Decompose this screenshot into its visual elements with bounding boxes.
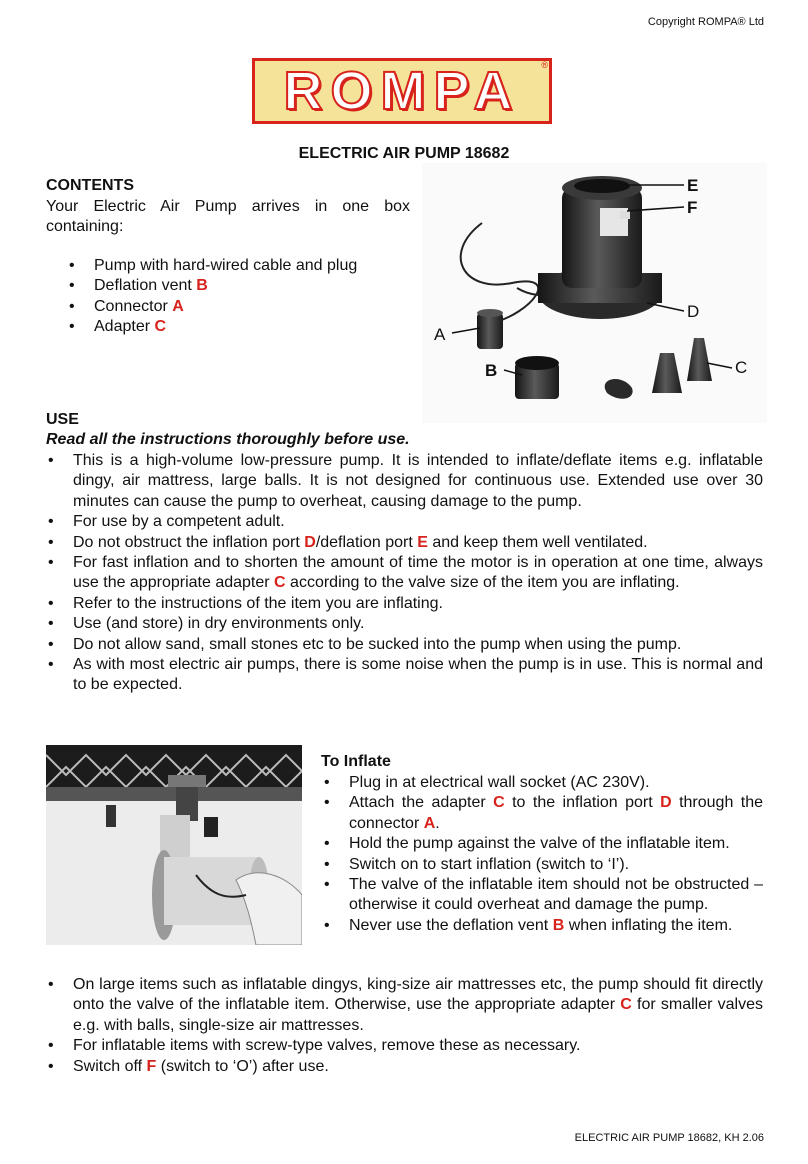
footer-document-code: ELECTRIC AIR PUMP 18682, KH 2.06 [574,1132,764,1144]
list-item: • Connector A [94,297,414,317]
list-item: • Do not allow sand, small stones etc to be sucked into the pump when using the pump. [73,635,763,655]
list-item: • As with most electric air pumps, there is some noise when the pump is in use. This is normal and to be expected. [73,655,763,696]
use-heading: USE [46,411,79,428]
list-item: • On large items such as inflatable dingys, king-size air mattresses etc, the pump should fit directly onto the valve of the inflatable item. Otherwise, use the appropriate adapter C for smaller valves e.g. with balls, single-size air mattresses. [73,975,763,1036]
usage-photo [46,745,302,945]
label-c: C [735,358,748,377]
list-item: • For inflatable items with screw-type valves, remove these as necessary. [73,1036,763,1056]
list-item: • Do not obstruct the inflation port D/deflation port E and keep them well ventilated. [73,533,763,553]
inflation-illustration [46,745,302,945]
use-subheading: Read all the instructions thoroughly before use. [46,431,410,448]
rompa-logo [252,58,552,124]
label-b: B [485,361,498,380]
list-item: • Deflation vent B [94,276,414,296]
registered-mark: ® [541,60,548,70]
contents-list [94,256,414,338]
list-item: • For use by a competent adult. [73,512,763,532]
final-list [73,975,763,1077]
inflate-heading: To Inflate [321,753,391,770]
contents-intro: Your Electric Air Pump arrives in one box containing: [46,198,410,235]
list-item: • Refer to the instructions of the item you are inflating. [73,594,763,614]
list-item: • Never use the deflation vent B when inflating the item. [349,916,763,936]
list-item: • Switch on to start inflation (switch to ‘I’). [349,855,763,875]
list-item: • Plug in at electrical wall socket (AC 230V). [349,773,763,793]
list-item: • Attach the adapter C to the inflation port D through the connector A. [349,793,763,834]
copyright-notice: Copyright ROMPA® Ltd [647,16,764,28]
list-item: • Pump with hard-wired cable and plug [94,256,414,276]
inflate-list [349,773,763,936]
product-photo [422,163,767,423]
list-item: • Hold the pump against the valve of the inflatable item. [349,834,763,854]
label-d: D [687,302,700,321]
list-item: • For fast inflation and to shorten the amount of time the motor is in operation at one time, always use the appropriate adapter C according to the valve size of the item you are inflating. [73,553,763,594]
label-a: A [434,325,446,344]
label-f: F [687,198,698,217]
use-list [73,451,763,696]
page-title: ELECTRIC AIR PUMP 18682 [298,145,510,162]
list-item: • The valve of the inflatable item should not be obstructed – otherwise it could overheat and damage the pump. [349,875,763,916]
list-item: • Switch off F (switch to ‘O’) after use. [73,1057,763,1077]
contents-heading: CONTENTS [46,177,134,194]
logo-text: ROMPA [283,61,521,121]
label-e: E [687,176,699,195]
product-illustration [422,163,767,423]
list-item: • This is a high-volume low-pressure pump. It is intended to inflate/deflate items e.g. inflatable dingy, air mattress, large balls. It is not designed for continuous use. Extended use over 30 minutes can cause the pump to overheat, causing damage to the pump. [73,451,763,512]
list-item: • Adapter C [94,317,414,337]
list-item: • Use (and store) in dry environments only. [73,614,763,634]
